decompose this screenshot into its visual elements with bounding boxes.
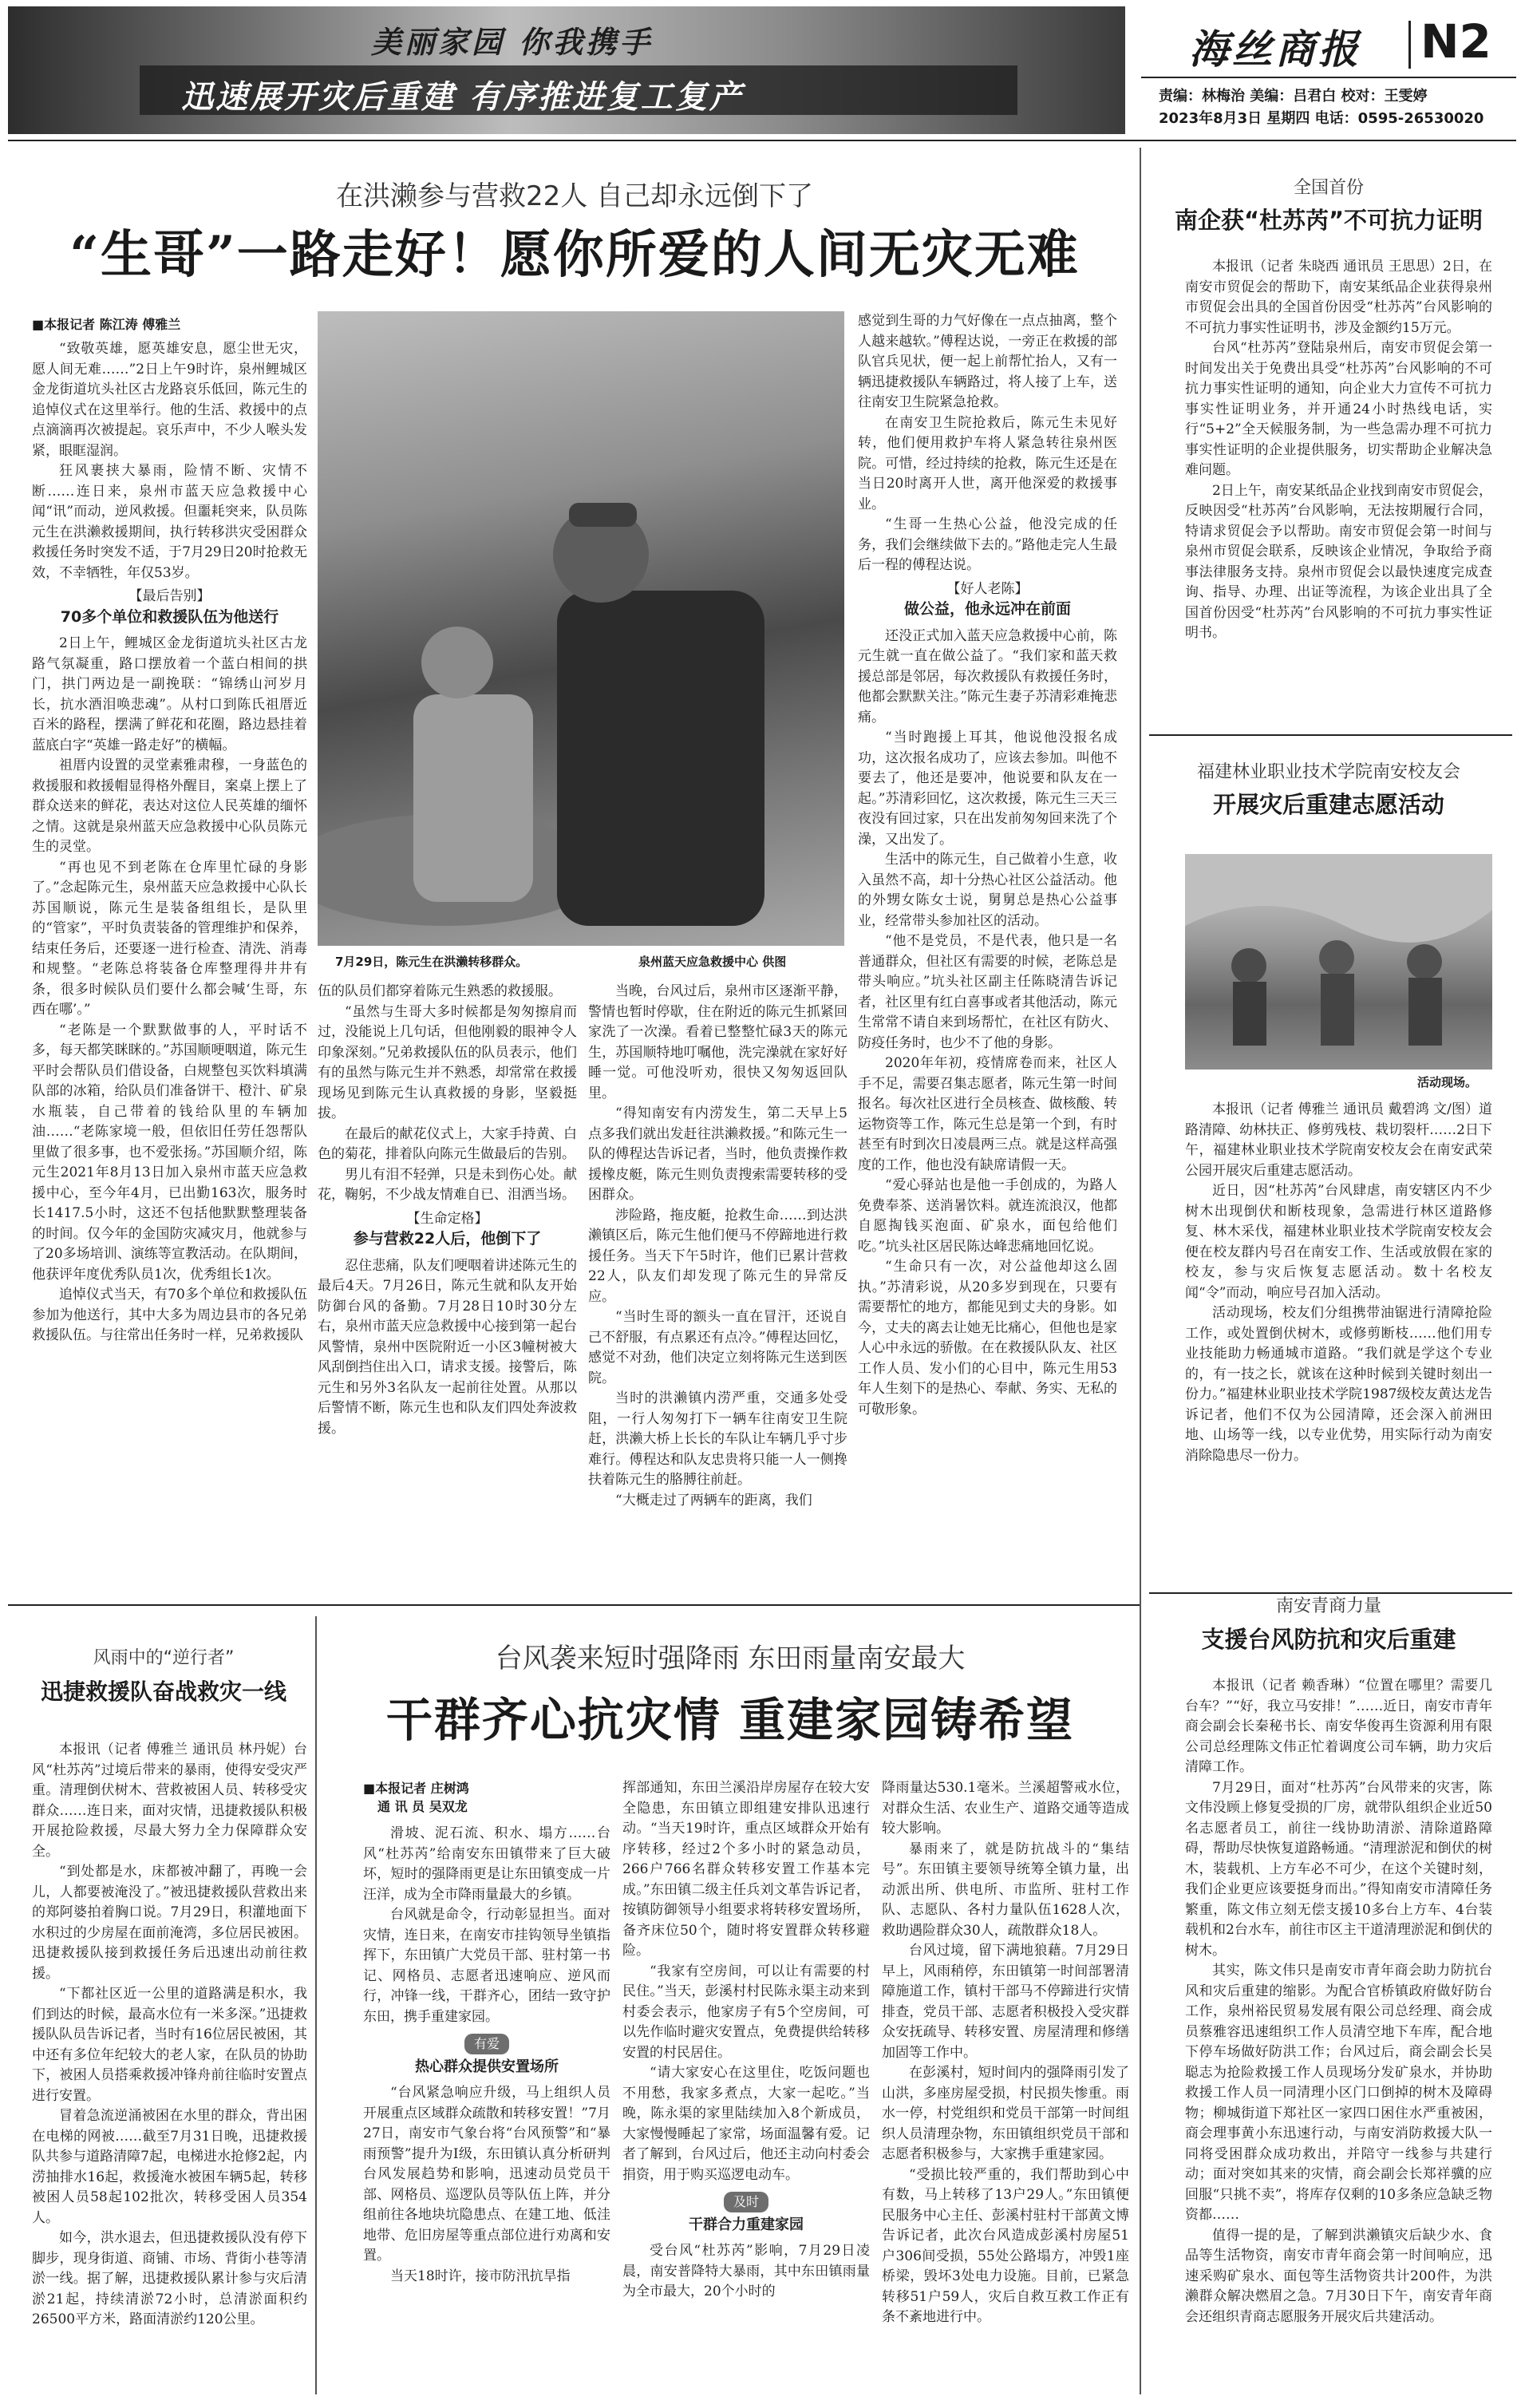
editors-line: 责编：林梅治 美编：吕君白 校对：王雯婷 xyxy=(1159,88,1428,105)
paragraph: 男儿有泪不轻弹，只是未到伤心处。献花，鞠躬，不少战友情难自已、泪洒当场。 xyxy=(318,1166,577,1203)
paragraph: “生命只有一次，对公益他却这么固执。”苏清彩说，从20多岁到现在，只要有需要帮忙的地方，都能见到丈夫的身影。如今，丈夫的离去让她无比痛心，但他也是家人心中永远的骄傲。在在救援队队友、社区工作人员、发小们的心目中，陈元生用53年人生刻下的是热心、奉献、务实、无私的可敬形象。 xyxy=(858,1259,1117,1418)
paragraph: “当时生哥的额头一直在冒汗，还说自己不舒服，有点累还有点冷。”傅程达回忆，感觉不对劲，他们决定立刻将陈元生送到医院。 xyxy=(588,1309,847,1386)
paragraph: “当时跑援上耳其，他说他没报名成功，这次报名成功了，应该去参加。叫他不要去了，他还是要冲，他说要和队友在一起。”苏清彩回忆，这次救援，陈元生三天三夜没有回过家，只在出发前匆匆回来洗了个澡，又出发了。 xyxy=(858,730,1117,848)
section-title: 做公益，他永远冲在前面 xyxy=(903,600,1071,618)
photo-caption-right: 泉州蓝天应急救援中心 供图 xyxy=(638,955,787,969)
top-rule xyxy=(8,140,1516,141)
paragraph: 在彭溪村，短时间内的强降雨引发了山洪，多座房屋受损，村民损失惨重。雨水一停，村党组织和党员干部第一时间组织人员清理杂物，东田镇组织党员干部和志愿者积极参与，大家携手重建家园。 xyxy=(882,2065,1129,2162)
page-number: N2 xyxy=(1420,14,1491,69)
lead-column-4 xyxy=(858,311,1117,1572)
banner-slogan-top: 美丽家园 你我携手 xyxy=(371,25,654,60)
paragraph: 其实，陈文伟只是南安市青年商会助力防抗台风和灾后重建的缩影。为配合官桥镇政府做好防台工作，泉州裕民贸易发展有限公司总经理、商会成员蔡雅容迅速组织工作人员清空地下车库，配合地下停车场做好防洪工作；台风过后，商会副会长吴聪志为抢险救援工作人员现场分发矿泉水，并协助救援工作人员一同清理小区门口倒掉的树木及障碍物；柳城街道下郑社区一家四口困住水严重被困，商会理事黄小东迅速行动，与南安消防救援大队一同将受困群众成功救出，并陪守一线参与共建行动；面对突如其来的灾情，商会副会长郑祥骥的应回服“只挑不卖”，将库存仅剩的10多条应急缺乏物资都…… xyxy=(1185,1963,1492,2223)
lead-byline: ■本报记者 陈江涛 傅雅兰 xyxy=(32,317,181,332)
bottom-headline: 干群齐心抗灾情 重建家园铸希望 xyxy=(385,1693,1075,1747)
paragraph: “请大家安心在这里住，吃饭问题也不用愁，我家多煮点，大家一起吃。”当晚，陈永渠的家里陆续加入8个新成员，大家慢慢睡起了家常，场面温馨有爱。记者了解到，台风过后，他还主动向村委会捐资，用于购买巡逻电动车。 xyxy=(622,2065,870,2183)
right1-body xyxy=(1185,257,1492,672)
section-title: 干群合力重建家园 xyxy=(689,2216,804,2233)
paragraph: 台风过境，留下满地狼藉。7月29日早上，风雨稍停，东田镇第一时间部署清障施道工作，镇村干部马不停蹄进行灾情排查，党员干部、志愿者积极投入受灾群众安抚疏导、转移安置、房屋清理和修缮加固等工作中。 xyxy=(882,1943,1129,2061)
bottom-column-3 xyxy=(882,1778,1129,2390)
paragraph: 2日上午，鲤城区金龙街道坑头社区古龙路气氛凝重，路口摆放着一个蓝白相间的拱门，拱门两边是一副挽联：“锦绣山河岁月长，抗水酒泪唤悲魂”。从村口到陈氏祖厝近百米的路程，摆满了鲜花和花圈，路边悬挂着蓝底白字“英雄一路走好”的横幅。 xyxy=(32,635,307,753)
left-headline: 迅捷救援队奋战救灾一线 xyxy=(40,1678,286,1705)
right1-headline: 南企获“杜苏芮”不可抗力证明 xyxy=(1174,207,1483,234)
paragraph: 还没正式加入蓝天应急救援中心前，陈元生就一直在做公益了。“我们家和蓝天救援总部是邻居，每次救援队有救援任务时，他都会默默关注。”陈元生妻子苏清彩难掩悲痛。 xyxy=(858,627,1117,726)
paragraph: 降雨量达530.1毫米。兰溪超警戒水位，对群众生活、农业生产、道路交通等造成较大影响。 xyxy=(882,1780,1129,1837)
lead-column-3 xyxy=(588,982,847,1572)
bottom-byline xyxy=(363,1778,618,1815)
paragraph: 忍住悲痛，队友们哽咽着讲述陈元生的最后4天。7月26日，陈元生就和队友开始防御台风的备勤。7月28日10时30分左右，泉州市蓝天应急救援中心接到第一起台风警情，泉州中医院附近一小区3幢树被大风刮倒挡住出入口，请求支援。接警后，陈元生和另外3名队友一起前往处置。从那以后警情不断，陈元生也和队友们四处奔波救援。 xyxy=(318,1257,577,1437)
paragraph: 涉险路，拖皮艇，抢救生命……到达洪濑镇区后，陈元生他们便马不停蹄地进行救援任务。当天下午5时许，他们已累计营救22人，队友们却发现了陈元生的异常反应。 xyxy=(588,1207,847,1305)
middle-rule xyxy=(8,1604,1140,1606)
lead-column-2 xyxy=(318,982,577,1572)
paragraph: “我家有空房间，可以让有需要的村民住。”当天，彭溪村村民陈永渠主动来到村委会表示，他家房子有5个空房间，可以先作临时避灾安置点，免费提供给转移安置的村民居住。 xyxy=(622,1963,870,2061)
paragraph: 狂风裹挟大暴雨，险情不断、灾情不断……连日来，泉州市蓝天应急救援中心闻“讯”而动，逆风救援。但噩耗突来，队员陈元生在洪濑救援期间，执行转移洪灾受困群众救援任务时突发不适，于7月29日20时抢救无效，不幸牺牲，年仅53岁。 xyxy=(32,463,307,581)
paragraph: “爱心驿站也是他一手创成的，为路人免费奉茶、送消暑饮料。就连流浪汉，他都自愿掏钱买泡面、矿泉水，面包给他们吃。”坑头社区居民陈达峰悲痛地回忆说。 xyxy=(858,1177,1117,1255)
date-phone-line: 2023年8月3日 星期四 电话：0595-26530020 xyxy=(1159,110,1484,127)
left-kicker: 风雨中的“逆行者” xyxy=(93,1648,235,1668)
paragraph: “生哥一生热心公益，他没完成的任务，我们会继续做下去的。”路他走完人生最后一程的傅程达说。 xyxy=(858,516,1117,573)
left-story-divider xyxy=(315,1616,317,2394)
paragraph: 2020年年初，疫情席卷而来，社区人手不足，需要召集志愿者，陈元生第一时间报名。每次社区进行全员核查、做核酸、转运物资等工作，陈元生总是第一个到，有时甚至有时到次日凌晨两三点。就是这样高强度的工作，他也没有缺席请假一天。 xyxy=(858,1055,1117,1173)
bottom-column-1 xyxy=(363,1824,610,2390)
section-title: 热心群众提供安置场所 xyxy=(415,2058,559,2075)
paragraph: 7月29日，面对“杜苏芮”台风带来的灾害，陈文伟没顾上修复受损的厂房，就带队组织企业近50名志愿者员工，前往一线协助清淤、清除道路障碍，帮助尽快恢复道路畅通。“清理淤泥和倒伏的树木，装载机、上方车必不可少，在这个关键时刻，我们企业更应该要挺身而出。”得知南安市清障任务繁重，陈文伟立刻无偿支援10多台上方车、4台装载机和2台水车，前往市区主干道清理淤泥和倒伏的树木。 xyxy=(1185,1779,1492,1959)
section-tag-wrap xyxy=(622,2192,870,2213)
left-body xyxy=(32,1740,307,2390)
photo-caption-left: 7月29日，陈元生在洪濑转移群众。 xyxy=(335,955,528,969)
right-rule-1 xyxy=(1149,734,1512,736)
paragraph: 本报讯（记者 朱晓西 通讯员 王思思）2日，在南安市贸促会的帮助下，南安某纸品企业获得泉州市贸促会出具的全国首份因受“杜苏芮”台风影响的不可抗力事实性证明书，涉及金额约15万元。 xyxy=(1185,259,1492,336)
paragraph: “再也见不到老陈在仓库里忙碌的身影了。”念起陈元生，泉州蓝天应急救援中心队长苏国顺说，陈元生是装备组组长，是队里的“管家”，平时负责装备的管理维护和保养，结束任务后，还要逐一进行检查、清洗、消毒和规整。“老陈总将装备仓库整理得井井有条，很多时候队员们要什么都会喊‘生哥，东西在哪’。” xyxy=(32,859,307,1018)
paragraph: 感觉到生哥的力气好像在一点点抽离，整个人越来越软。”傅程达说，一旁正在救援的部队官兵见状，便一起上前帮忙抬人，又有一辆迅捷救援队车辆路过，将人接了上车，送往南安卫生院紧急抢救。 xyxy=(858,313,1117,410)
paragraph: “台风紧急响应升级，马上组织人员开展重点区域群众疏散和转移安置！”7月27日，南安市气象台将“台风预警”和“暴雨预警”提升为I级，东田镇认真分析研判台风发展趋势和影响，迅速动员党员干部、网格员、巡逻队员等队伍上阵，并分组前往各地块坑隐患点、在建工地、低洼地带、危旧房屋等重点部位进行劝离和安置。 xyxy=(363,2085,610,2264)
lead-kicker: 在洪濑参与营救22人 自己却永远倒下了 xyxy=(335,180,814,212)
paragraph: “受损比较严重的，我们帮助到心中有数，马上转移了13户29人。”东田镇便民服务中心主任、彭溪村驻村干部黄文博告诉记者，此次台风造成彭溪村房屋51户306间受损，55处公路塌方，冲毁1座桥梁，毁坏3处电力设施。目前，已紧急转移51户59人，灾后自救互救工作正有条不紊地进行中。 xyxy=(882,2166,1129,2325)
section-title: 参与营救22人后，他倒下了 xyxy=(353,1230,542,1247)
banner-slogan-main: 迅速展开灾后重建 有序推进复工复产 xyxy=(140,65,1017,115)
byline-reporter: ■本报记者 庄树鸿 xyxy=(363,1781,469,1796)
paragraph: 滑坡、泥石流、积水、塌方……台风“杜苏芮”给南安东田镇带来了巨大破坏，短时的强降雨更是让东田镇变成一片汪洋，成为全市降雨量最大的乡镇。 xyxy=(363,1825,610,1903)
section-tag: 有爱 xyxy=(464,2034,509,2054)
paragraph: “他不是党员，不是代表，他只是一名普通群众，但社区有需要的时候，老陈总是带头响应。”坑头社区副主任陈晓清告诉记者，社区里有红白喜事或者其他活动，陈元生常常不请自来到场帮忙，在社区有防火、防疫任务时，也少不了他的身影。 xyxy=(858,933,1117,1051)
paragraph: 活动现场，校友们分组携带油锯进行清障抢险工作，或处置倒伏树木，或修剪断枝……他们用专业技能助力畅通城市道路。“我们就是学这个专业的，有一技之长，就该在这种时候到关键时刻出一份力。”福建林业职业技术学院1987级校友黄达龙告诉记者，他们不仅为公园清障，还会深入前洲田地、山场等一线，以专业优势，用实际行动为南安消除隐患尽一份力。 xyxy=(1185,1305,1492,1464)
masthead-divider xyxy=(1408,21,1411,69)
section-title: 70多个单位和救援队伍为他送行 xyxy=(60,607,279,626)
paragraph: 当时的洪濑镇内涝严重，交通多处受阻，一行人匆匆打下一辆车往南安卫生院赶，洪濑大桥上长长的车队让车辆几乎寸步难行。傅程达和队友忠贵将只能一人一侧搀扶着陈元生的胳膊往前赶。 xyxy=(588,1390,847,1488)
paragraph: 祖厝内设置的灵堂素雅肃穆，一身蓝色的救援服和救援帽显得格外醒目，案桌上摆上了群众送来的鲜花，表达对这位人民英雄的缅怀之情。这就是泉州蓝天应急救援中心队员陈元生的灵堂。 xyxy=(32,757,307,855)
right3-headline: 支援台风防抗和灾后重建 xyxy=(1201,1626,1456,1653)
paragraph: 在最后的献花仪式上，大家手持黄、白色的菊花，排着队向陈元生做最后的告别。 xyxy=(318,1125,577,1162)
bottom-kicker: 台风袭来短时强降雨 东田雨量南安最大 xyxy=(495,1643,966,1675)
paragraph: 冒着急流逆涌被困在水里的群众，背出困在电梯的网被……截至7月31日晚，迅捷救援队共参与道路清障7起，电梯进水抢修2起，内涝抽排水16起，救援淹水被困车辆5起，转移被困人员58起102批次，转移受困人员354人。 xyxy=(32,2108,307,2226)
paragraph: 追悼仪式当天，有70多个单位和救援队伍参加为他送行，其中大多为周边县市的各兄弟救援队伍。与往常出任务时一样，兄弟救援队 xyxy=(32,1287,307,1343)
lead-column-1 xyxy=(32,339,307,1576)
paragraph: “得知南安有内涝发生，第二天早上5点多我们就出发赶往洪濑救援。”和陈元生一队的傅程达告诉记者，当时，他负责操作救援橡皮艇，陈元生则负责搜索需要转移的受困群众。 xyxy=(588,1105,847,1203)
paragraph: 暴雨来了，就是防抗战斗的“集结号”。东田镇主要领导统筹全镇力量，出动派出所、供电所、市监所、驻村工作队、志愿队、各村力量队伍1628人次，救助遇险群众30人，疏散群众18人。 xyxy=(882,1841,1129,1939)
right2-kicker: 福建林业职业技术学院南安校友会 xyxy=(1196,762,1460,782)
rescuer-illustration xyxy=(318,311,844,946)
right2-photo xyxy=(1185,854,1492,1070)
paragraph: 值得一提的是，了解到洪濑镇灾后缺少水、食品等生活物资，南安市青年商会第一时间响应，迅速采购矿泉水、面包等生活物资共计200件，为洪濑群众解决燃眉之急。7月30日下午，南安青年商会还组织青商志愿服务开展灾后共建活动。 xyxy=(1185,2227,1492,2325)
paragraph: “大概走过了两辆车的距离，我们 xyxy=(615,1492,812,1508)
lead-headline: “生哥”一路走好！愿你所爱的人间无灾无难 xyxy=(69,225,1080,285)
paragraph: 如今，洪水退去，但迅捷救援队没有停下脚步，现身街道、商铺、市场、背街小巷等清淤一线。据了解，迅捷救援队累计参与灾后清淤21起，持续清淤72小时，总清淤面积约26500平方米，路面清淤约120公里。 xyxy=(32,2230,307,2327)
section-tag: 【生命定格】 xyxy=(406,1210,488,1227)
paragraph: 在南安卫生院抢救后，陈元生未见好转，他们便用救护车将人紧急转往泉州医院。可惜，经过持续的抢救，陈元生还是在当日20时离开人世，离开他深爱的救援事业。 xyxy=(858,414,1117,512)
right2-body xyxy=(1185,1100,1492,1583)
paragraph: 2日上午，南安某纸品企业找到南安市贸促会，反映因受“杜苏芮”台风影响，无法按期履行合同，特请求贸促会予以帮助。南安市贸促会第一时间与泉州市贸促会联系，反映该企业情况，争取给予商事法律服务支持。泉州市贸促会以最快速度完成查询、指导、办理、出证等流程，为该企业出具了全国首份因受“杜苏芮”台风影响的不可抗力事实性证明书。 xyxy=(1185,482,1492,641)
bottom-column-2 xyxy=(622,1778,870,2390)
paragraph: “下都社区近一公里的道路满是积水，我们到达的时候，最高水位有一米多深。”迅捷救援队队员告诉记者，当时有16位居民被困，其中还有多位年纪较大的老人家，在队员的协助下，被困人员搭乘救援冲锋舟前往临时安置点进行安置。 xyxy=(32,1986,307,2104)
paragraph: “老陈是一个默默做事的人，平时话不多，每天都笑眯眯的。”苏国顺哽咽道，陈元生平时会帮队员们借设备，白规整包买饮料填满队部的冰箱，给队员们准备饼干、橙汁、矿泉水瓶装，自己带着的钱给队里的车辆加油……“老陈家境一般，但依旧任劳任怨帮队里做了很多事，也不爱张扬。”苏国顺介绍，陈元生2021年8月13日加入泉州市蓝天应急救援中心，至今年4月，已出勤163次，服务时长1417.5小时，这还不包括他默默整理装备的时间。仅今年的金国防灾减灾月，他就参与了20多场培训、演练等宣教活动。在队期间，他获评年度优秀队员1次，优秀组长1次。 xyxy=(32,1022,307,1283)
right1-kicker: 全国首份 xyxy=(1293,178,1364,198)
right3-body xyxy=(1185,1676,1492,2390)
section-tag: 【好人老陈】 xyxy=(946,580,1029,597)
paragraph: 本报讯（记者 傅雅兰 通讯员 林丹妮）台风“杜苏芮”过境后带来的暴雨，使得安受灾严重。清理倒伏树木、营救被困人员、转移受灾群众……连日来，面对灾情，迅捷救援队积极开展抢险救援，尽最大努力全力保障群众安全。 xyxy=(32,1742,307,1860)
paragraph: “致敬英雄，愿英雄安息，愿尘世无灾，愿人间无难……”2日上午9时许，泉州鲤城区金龙街道坑头社区古龙路哀乐低回，陈元生的追悼仪式在这里举行。他的生活、救援中的点点滴滴再次被提起。哀乐声中，不少人喉头发紧，眼眶湿润。 xyxy=(32,341,307,459)
paragraph: 近日，因“杜苏芮”台风肆虐，南安辖区内不少树木出现倒伏和断枝现象，急需进行林区道路修复、林木采伐，福建林业职业技术学院南安校友会便在校友群内号召在南安工作、生活或放假在家的校友，参与灾后恢复志愿活动。数十名校友闻“令”而动，响应号召加入活动。 xyxy=(1185,1183,1492,1301)
paragraph: 台风“杜苏芮”登陆泉州后，南安市贸促会第一时间发出关于免费出具受“杜苏芮”台风影响的不可抗力事实性证明的通知，向企业大力宣传不可抗力事实性证明业务，并开通24小时热线电话，实行“5+2”全天候服务制，为一些急需办理不可抗力事实性证明的企业提供服务，切实帮助企业解决急难问题。 xyxy=(1185,340,1492,478)
paragraph: 台风就是命令，行动彰显担当。面对灾情，连日来，在南安市挂钩领导坐镇指挥下，东田镇广大党员干部、驻村第一书记、网格员、志愿者迅速响应、逆风而行，冲锋一线，干群齐心，团结一致守护东田，携手重建家园。 xyxy=(363,1907,610,2025)
paragraph: 挥部通知，东田兰溪沿岸房屋存在较大安全隐患，东田镇立即组建安排队迅速行动。“当天19时许，重点区域群众开始有序转移，经过2个多小时的紧急动员，266户766名群众转移安置工作基本完成。”东田镇二级主任兵刘文革告诉记者，按镇防御领导小组要求将转移安置场所，备齐床位50个，随时将安置群众转移避险。 xyxy=(622,1780,870,1959)
right3-kicker: 南安青商力量 xyxy=(1275,1596,1381,1616)
masthead xyxy=(1141,8,1516,128)
volunteers-illustration xyxy=(1185,854,1492,1070)
paragraph: “虽然与生哥大多时候都是匆匆擦肩而过，没能说上几句话，但他刚毅的眼神令人印象深刻。”兄弟救援队伍的队员表示，他们有的虽然与陈元生并不熟悉，却常常在救援现场见到陈元生认真救援的身影，坚毅挺拔。 xyxy=(318,1003,577,1121)
byline-correspondent: 通 讯 员 吴双龙 xyxy=(377,1799,468,1814)
paragraph: 本报讯（记者 傅雅兰 通讯员 戴碧鸿 文/图）道路清障、幼林扶正、修剪残枝、栽切裂杆……2日下午，福建林业职业技术学院南安校友会在南安武荣公园开展灾后重建志愿活动。 xyxy=(1185,1101,1492,1179)
masthead-rule xyxy=(1141,77,1516,78)
section-tag: 【最后告别】 xyxy=(128,588,211,604)
section-tag: 及时 xyxy=(724,2192,768,2212)
paragraph: 当天18时许，接市防汛抗旱指 xyxy=(390,2268,571,2284)
right-column-divider xyxy=(1140,148,1141,2394)
paragraph: “到处都是水，床都被冲翻了，再晚一会儿，人都要被淹没了。”被迅捷救援队营救出来的郑阿婆拍着胸口说。7月29日，积灌地面下水积过的少房屋在面前淹湾，多位居民被困。迅捷救援队接到救援任务后迅速出动前往救援。 xyxy=(32,1864,307,1982)
section-tag-wrap xyxy=(363,2034,610,2055)
lead-photo xyxy=(318,311,844,946)
right2-photo-caption: 活动现场。 xyxy=(1417,1075,1478,1089)
paragraph: 本报讯（记者 赖香琳）“位置在哪里？需要几台车？”“好，我立马安排！”……近日，南安市青年商会副会长秦秘书长、南安华俊再生资源利用有限公司总经理陈文伟正忙着调度公司车辆，助力灾后清障工作。 xyxy=(1185,1678,1492,1775)
banner-image xyxy=(8,6,1125,134)
paper-name: 海丝商报 xyxy=(1189,26,1361,73)
paragraph: 生活中的陈元生，自己做着小生意，收入虽然不高，却十分热心社区公益活动。他的外甥女陈女士说，舅舅总是热心公益事业，经常带头参加社区的活动。 xyxy=(858,852,1117,929)
right2-headline: 开展灾后重建志愿活动 xyxy=(1212,791,1444,818)
paragraph: 伍的队员们都穿着陈元生熟悉的救援服。 xyxy=(318,983,562,999)
paragraph: 受台风“杜苏芮”影响，7月29日凌晨，南安普降特大暴雨，其中东田镇雨量为全市最大，20个小时的 xyxy=(622,2243,870,2299)
paragraph: 当晚，台风过后，泉州市区逐渐平静，警情也暂时停歇，住在附近的陈元生抓紧回家洗了一次澡。看着已整整忙碌3天的陈元生，苏国顺特地叮嘱他，洗完澡就在家好好睡一觉。可他没听劝，很快又匆匆返回队里。 xyxy=(588,983,847,1101)
